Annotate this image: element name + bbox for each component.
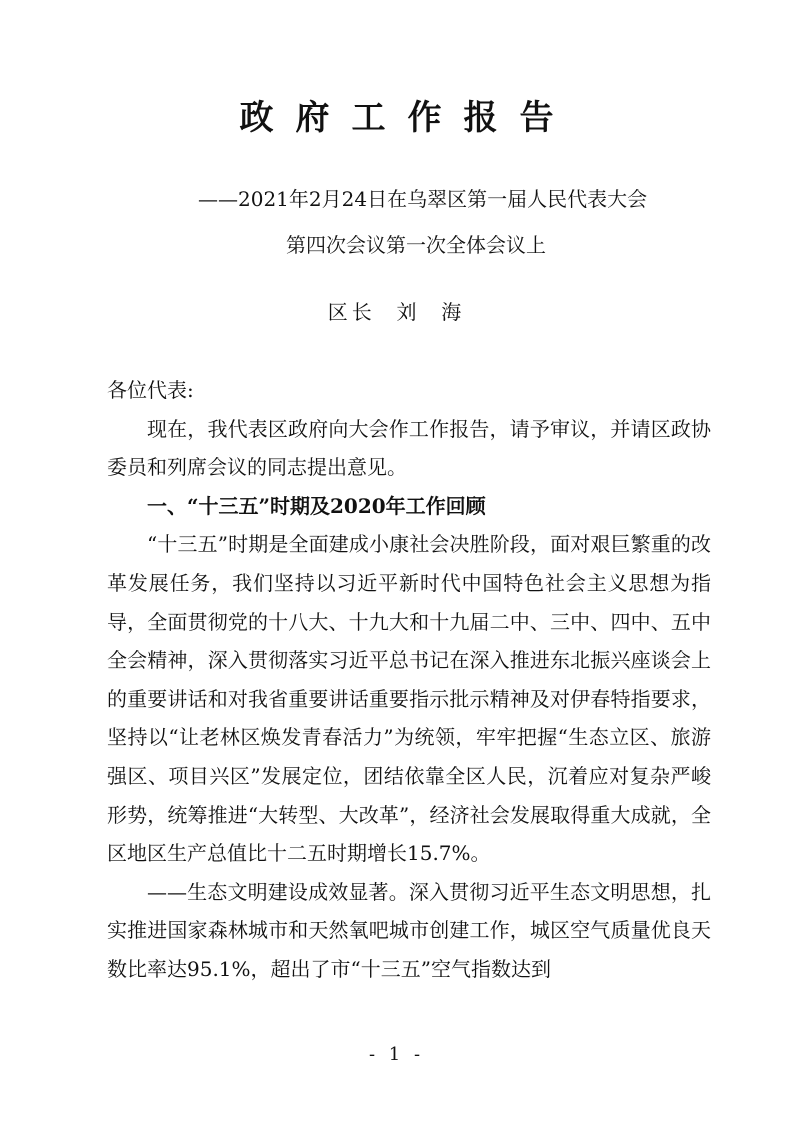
document-title: 政府工作报告 <box>239 98 576 138</box>
section-heading-1: 一、“十三五”时期及2020年工作回顾 <box>147 493 486 518</box>
paragraph-intro: 现在，我代表区政府向大会作工作报告，请予审议，并请区政协委员和列席会议的同志提出意见。 <box>107 416 711 480</box>
document-subtitle-line2: 第四次会议第一次全体会议上 <box>286 233 546 257</box>
paragraph-ecology: ——生态文明建设成效显著。深入贯彻习近平生态文明思想，扎实推进国家森林城市和天然氧吧城市创建工作，城区空气质量优良天数比率达95.1%，超出了市“十三五”空气指数达到 <box>107 879 711 981</box>
paragraph-review: “十三五”时期是全面建成小康社会决胜阶段，面对艰巨繁重的改革发展任务，我们坚持以习近平新时代中国特色社会主义思想为指导，全面贯彻党的十八大、十九大和十九届二中、三中、四中、五中全会精神，深入贯彻落实习近平总书记在深入推进东北振兴座谈会上的重要讲话和对我省重要讲话重要指示批示精神及对伊春特指要求，坚持以“让老林区焕发青春活力”为统领，牢牢把握“生态立区、旅游强区、项目兴区”发展定位，团结依靠全区人民，沉着应对复杂严峻形势，统筹推进“大转型、大改革”，经济社会发展取得重大成就，全区地区生产总值比十二五时期增长15.7%。 <box>107 532 711 866</box>
document-subtitle-line1: ——2021年2月24日在乌翠区第一届人民代表大会 <box>198 187 648 211</box>
document-author: 区长 刘 海 <box>327 300 466 324</box>
page-number: - 1 - <box>368 1044 425 1065</box>
salutation: 各位代表: <box>107 378 194 402</box>
document-body <box>107 371 711 989</box>
